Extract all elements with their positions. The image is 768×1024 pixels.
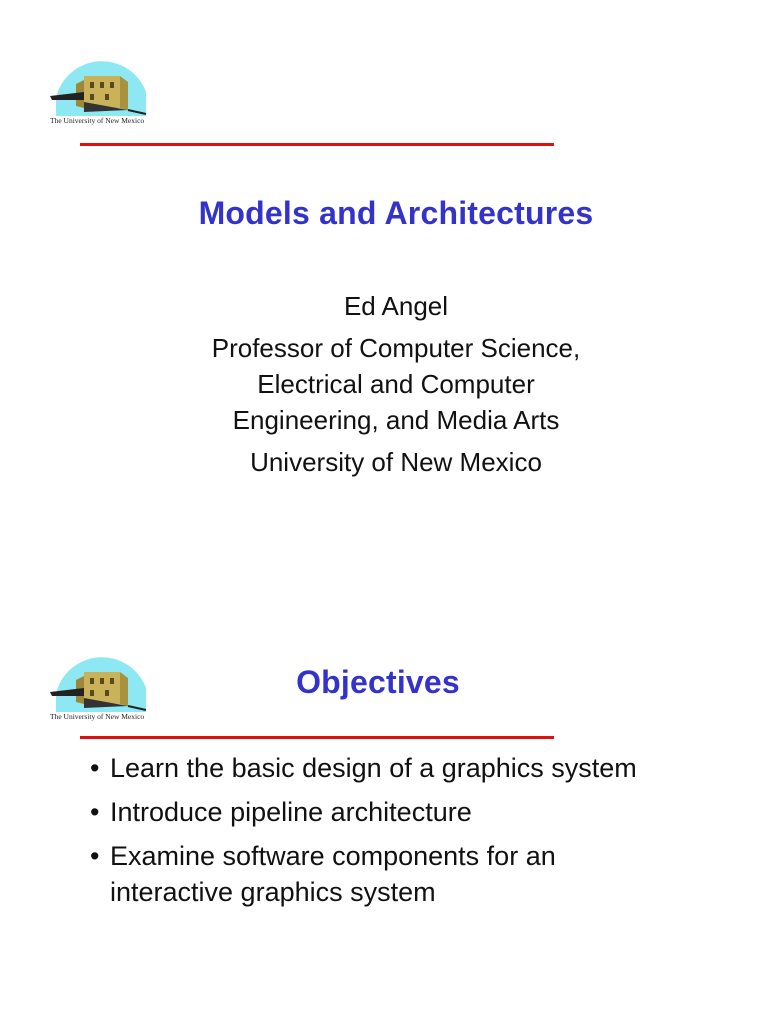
logo-caption: The University of New Mexico [50, 116, 145, 125]
slide-objectives [0, 620, 768, 1024]
list-item-text: Examine software components for an interactive graphics system [110, 841, 556, 907]
list-item [90, 794, 650, 830]
list-item [90, 750, 650, 786]
bullet-icon: • [90, 797, 100, 827]
objectives-list [90, 750, 650, 918]
header-rule [80, 143, 554, 146]
author-affiliation: University of New Mexico [250, 447, 542, 477]
list-item-text: Learn the basic design of a graphics system [110, 753, 637, 783]
list-item [90, 838, 650, 910]
unm-logo [50, 52, 160, 132]
slide-title-heading: Models and Architectures [198, 195, 594, 231]
author-title-line: Electrical and Computer [257, 369, 535, 399]
author-title-line: Professor of Computer Science, [211, 333, 581, 363]
logo-caption: The University of New Mexico [50, 712, 145, 721]
list-item-text: Introduce pipeline architecture [110, 797, 472, 827]
author-title-line: Engineering, and Media Arts [232, 405, 560, 435]
pueblo-building-icon [50, 52, 150, 116]
header-rule [80, 736, 554, 739]
author-block [0, 288, 768, 480]
slide-title-heading: Objectives [296, 664, 460, 700]
bullet-icon: • [90, 753, 100, 783]
bullet-icon: • [90, 841, 100, 871]
author-name: Ed Angel [343, 291, 449, 321]
